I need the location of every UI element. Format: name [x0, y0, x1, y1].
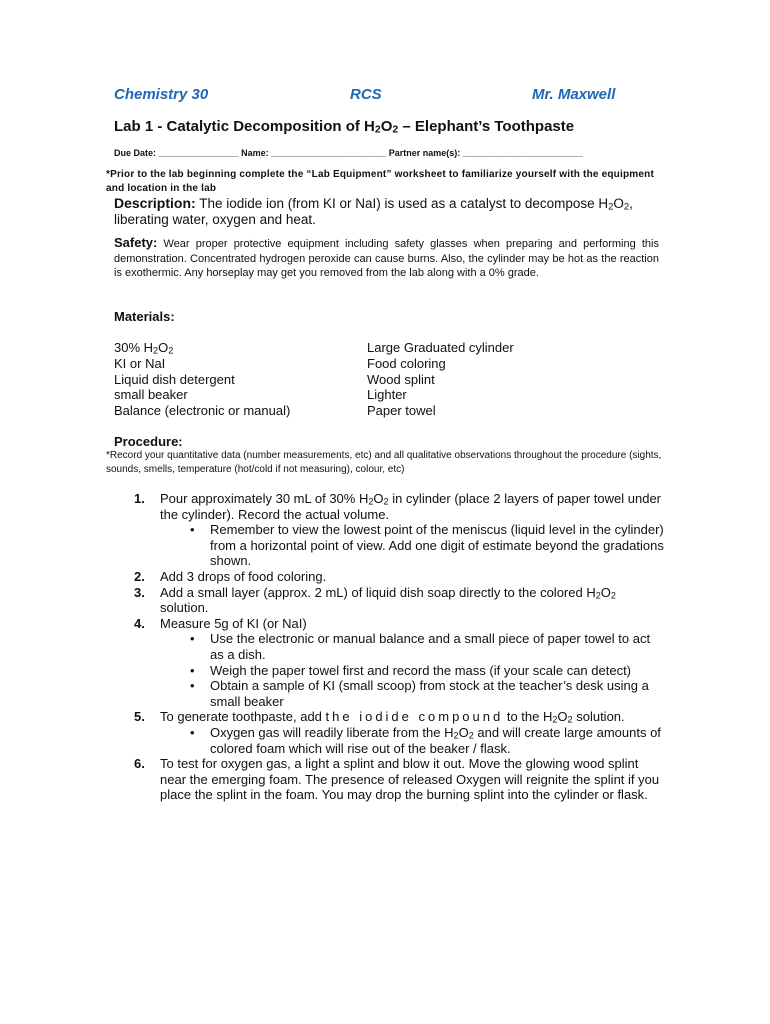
step-bullet: • Weigh the paper towel first and record the mass (if your scale can detect)	[190, 662, 632, 678]
step-number: 6.	[134, 756, 145, 772]
prior-lab-note: *Prior to the lab beginning complete the “Lab Equipment” worksheet to familiarize yourself with the equipment and location in the lab	[106, 169, 654, 194]
materials-heading: Materials:	[114, 309, 175, 324]
step-bullet: • Remember to view the lowest point of the meniscus (liquid level in the cylinder) from a horizontal point of view. Add one digit of estimate beyond the gradations shown.	[190, 522, 664, 569]
procedure-step-6: 6. To test for oxygen gas, a light a splint and blow it out. Move the glowing wood splint near the emerging foam. The presence of released Oxygen will reignite the splint if you place the splint in the foam. You may drop the burning splint into the cylinder or flask.	[134, 756, 660, 803]
safety-section: Safety: Wear proper protective equipment including safety glasses when preparing and performing this demonstration. Concentrated hydrogen peroxide can cause burns. Also, the cylinder may be hot as the reaction is exothermic. Any horseplay may get you removed from the lab along with a 0% grade.	[114, 235, 659, 279]
step-number: 1.	[134, 491, 145, 506]
procedure-steps	[134, 491, 664, 803]
material-item: Lighter	[367, 387, 407, 403]
procedure-step-1: 1. Pour approximately 30 mL of 30% $H_2O_2$ in cylinder (place 2 layers of paper towel under the cylinder). Record the actual volume. • Remember to view the lowest point of the meniscus (liquid level in the cylinder) from a horizontal point of view. Add one digit of estimate beyond the gradations shown.	[134, 491, 664, 569]
bullet-icon: •	[190, 662, 195, 678]
school-name: RCS	[350, 86, 382, 103]
step-number: 5.	[134, 709, 145, 725]
materials-list-left	[114, 340, 290, 419]
procedure-note: *Record your quantitative data (number measurements, etc) and all qualitative observations throughout the procedure (sights, sounds, smells, temperature (hot/cold if not measuring), colour, etc)	[106, 450, 662, 475]
material-item: small beaker	[114, 387, 188, 403]
procedure-step-4: 4. Measure 5g of KI (or NaI) • Use the electronic or manual balance and a small piece of paper towel to act as a dish. • Weigh the paper towel first and record the mass (if your scale can detect) • Obtain a sample of KI (small scoop) from stock at the teacher’s desk using a small beaker	[134, 616, 664, 710]
step-bullet: • Obtain a sample of KI (small scoop) from stock at the teacher’s desk using a small beaker	[190, 678, 649, 709]
course-name: Chemistry 30	[114, 86, 209, 103]
material-item: 30% $H_2O_2$	[114, 340, 174, 356]
material-item: Balance (electronic or manual)	[114, 403, 291, 419]
step-bullet: • Oxygen gas will readily liberate from the $H_2O_2$ and will create large amounts of colored foam which will rise out of the beaker / flask.	[190, 724, 661, 756]
step-number: 2.	[134, 568, 145, 584]
step-number: 3.	[134, 584, 145, 600]
procedure-step-2: 2. Add 3 drops of food coloring.	[134, 568, 327, 584]
bullet-icon: •	[190, 522, 195, 538]
safety-label: Safety:	[114, 235, 158, 250]
step-number: 4.	[134, 615, 145, 631]
step-bullet: • Use the electronic or manual balance and a small piece of paper towel to act as a dish.	[190, 631, 651, 662]
procedure-step-5: 5. To generate toothpaste, add the iodide compound to the $H_2O_2$ solution. • Oxygen gas will readily liberate from the $H_2O_2$ and will create large amounts of colored foam which will rise out of the beaker / flask.	[134, 709, 664, 756]
material-item: KI or NaI	[114, 355, 166, 371]
due-date-name-partner-line[interactable]: Due Date: ________________ Name: _______________________ Partner name(s): ________________________	[114, 148, 583, 158]
materials-list-right	[367, 340, 514, 419]
description-section: Description: The iodide ion (from KI or NaI) is used as a catalyst to decompose $H_2O_2$, liberating water, oxygen and heat.	[114, 195, 633, 227]
procedure-heading: Procedure:	[114, 434, 183, 449]
teacher-name: Mr. Maxwell	[532, 86, 616, 103]
material-item: Wood splint	[367, 371, 435, 387]
material-item: Liquid dish detergent	[114, 371, 235, 387]
lab-title: Lab 1 - Catalytic Decomposition of $H_2O_2$ – Elephant’s Toothpaste	[114, 118, 575, 136]
procedure-step-3: 3. Add a small layer (approx. 2 mL) of liquid dish soap directly to the colored $H_2O_2$ solution.	[134, 584, 616, 616]
material-item: Food coloring	[367, 355, 446, 371]
material-item: Large Graduated cylinder	[367, 340, 514, 355]
material-item: Paper towel	[367, 403, 436, 419]
description-label: Description:	[114, 195, 196, 211]
bullet-icon: •	[190, 724, 195, 740]
bullet-icon: •	[190, 678, 195, 694]
bullet-icon: •	[190, 631, 195, 647]
